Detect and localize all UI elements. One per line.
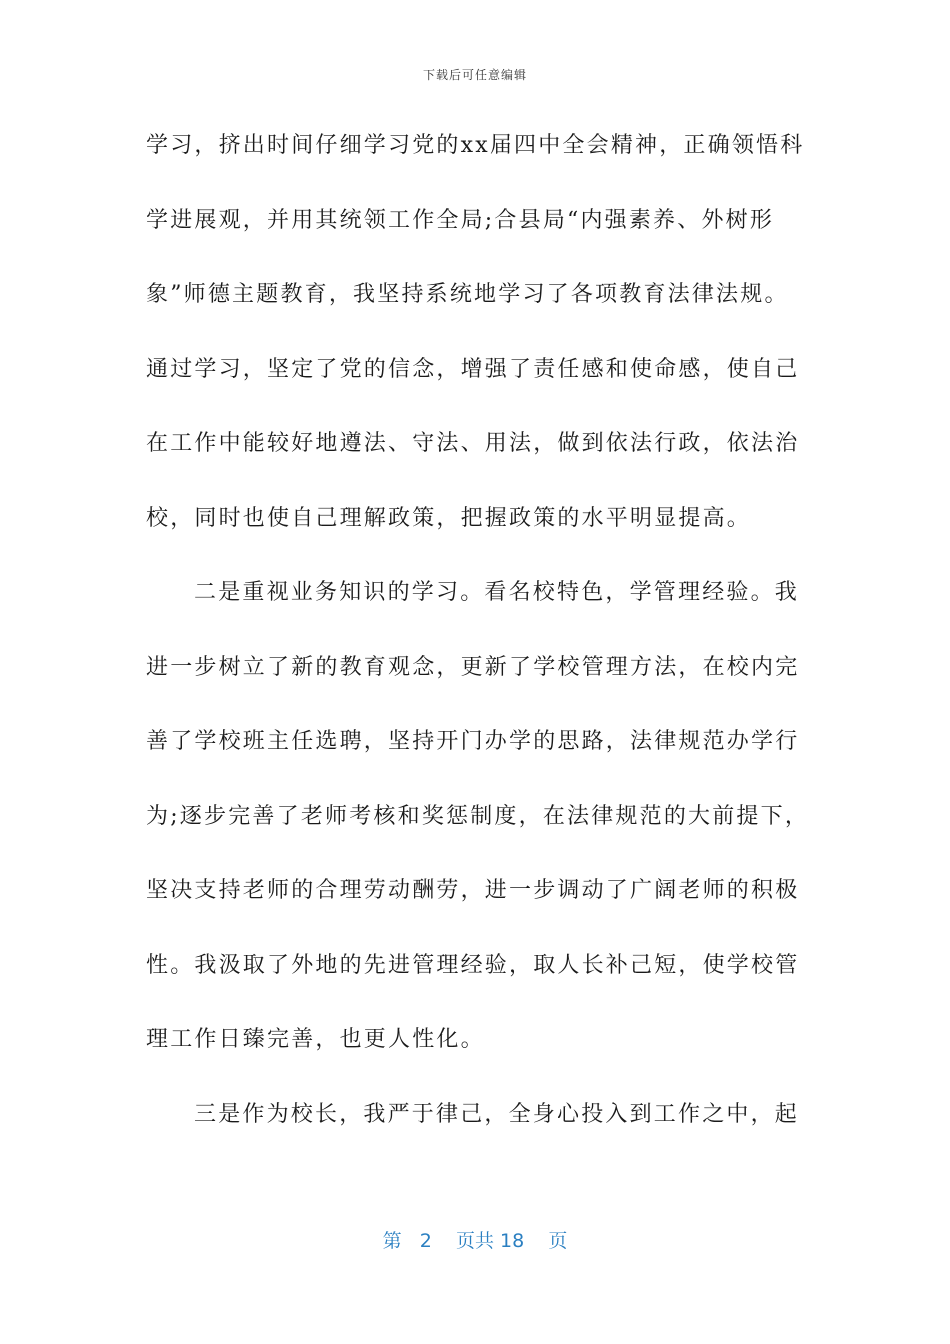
text-line: 象”师德主题教育，我坚持系统地学习了各项教育法律法规。 xyxy=(146,282,789,307)
page-label-suffix: 页 xyxy=(548,1230,568,1252)
text-line: 为;逐步完善了老师考核和奖惩制度，在法律规范的大前提下， xyxy=(146,803,810,829)
current-page-number: 2 xyxy=(419,1230,432,1252)
text-line: 坚决支持老师的合理劳动酬劳，进一步调动了广阔老师的积极 xyxy=(146,878,800,903)
page-number-footer xyxy=(0,1226,950,1253)
text-line: 校，同时也使自己理解政策，把握政策的水平明显提高。 xyxy=(146,505,752,531)
header-note: 下载后可任意编辑 xyxy=(422,68,527,82)
text-line: 学习，挤出时间仔细学习党的xx届四中全会精神，正确领悟科 xyxy=(146,133,805,158)
total-pages-number: 18 xyxy=(500,1230,525,1252)
text-line: 性。我汲取了外地的先进管理经验，取人长补己短，使学校管 xyxy=(146,952,800,978)
text-line: 学进展观，并用其统领工作全局;合县局“内强素养、外树形 xyxy=(146,207,775,233)
text-line: 进一步树立了新的教育观念，更新了学校管理方法，在校内完 xyxy=(146,654,800,680)
text-line: 在工作中能较好地遵法、守法、用法，做到依法行政，依法治 xyxy=(146,431,800,456)
text-line: 理工作日臻完善，也更人性化。 xyxy=(146,1027,485,1052)
page-label-prefix: 第 xyxy=(382,1230,402,1252)
document-body xyxy=(146,122,810,1165)
text-line: 通过学习，坚定了党的信念，增强了责任感和使命感，使自己 xyxy=(146,356,800,382)
page-label-middle: 页共 xyxy=(455,1230,494,1252)
paragraph-start-line: 二是重视业务知识的学习。看名校特色，学管理经验。我 xyxy=(194,580,800,605)
paragraph-start-line: 三是作为校长，我严于律己，全身心投入到工作之中，起 xyxy=(194,1101,800,1127)
text-line: 善了学校班主任选聘，坚持开门办学的思路，法律规范办学行 xyxy=(146,729,800,754)
